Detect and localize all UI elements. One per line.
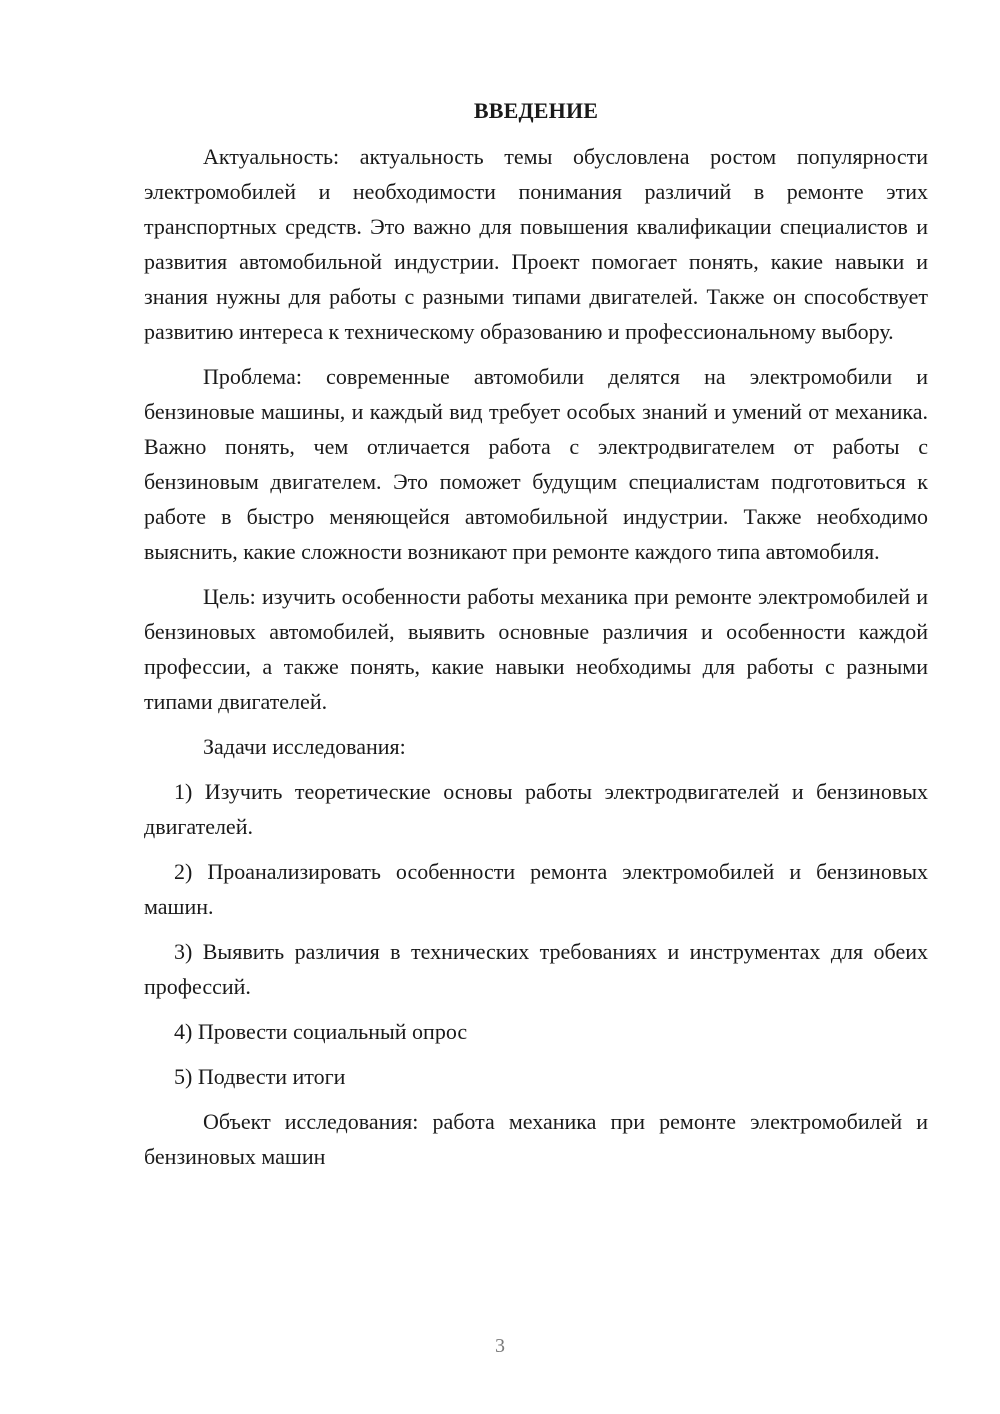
- tasks-heading: Задачи исследования:: [203, 734, 406, 759]
- task-item-2: 2) Проанализировать особенности ремонта электромобилей и бензиновых машин.: [144, 859, 928, 919]
- problem-paragraph: Проблема: современные автомобили делятся на электромобили и бензиновые машины, и каждый вид требует особых знаний и умений от механика. Важно понять, чем отличается работа с электродвигателем от работы с бензиновым двигателем. Это поможет будущим специалистам подготовиться к работе в быстро меняющейся автомобильной индустрии. Также необходимо выяснить, какие сложности возникают при ремонте каждого типа автомобиля.: [144, 364, 928, 564]
- task-item-5: 5) Подвести итоги: [174, 1064, 346, 1089]
- page-content: [144, 96, 928, 1184]
- object-paragraph: Объект исследования: работа механика при ремонте электромобилей и бензиновых машин: [144, 1109, 928, 1169]
- page-number: 3: [495, 1335, 505, 1357]
- task-item-4: 4) Провести социальный опрос: [174, 1019, 468, 1044]
- task-item-1: 1) Изучить теоретические основы работы электродвигателей и бензиновых двигателей.: [144, 779, 928, 839]
- goal-paragraph: Цель: изучить особенности работы механика при ремонте электромобилей и бензиновых автомобилей, выявить основные различия и особенности каждой профессии, а также понять, какие навыки необходимы для работы с разными типами двигателей.: [144, 584, 928, 714]
- relevance-paragraph: Актуальность: актуальность темы обусловлена ростом популярности электромобилей и необходимости понимания различий в ремонте этих транспортных средств. Это важно для повышения квалификации специалистов и развития автомобильной индустрии. Проект помогает понять, какие навыки и знания нужны для работы с разными типами двигателей. Также он способствует развитию интереса к техническому образованию и профессиональному выбору.: [144, 144, 928, 344]
- task-item-3: 3) Выявить различия в технических требованиях и инструментах для обеих профессий.: [144, 939, 928, 999]
- section-title: ВВЕДЕНИЕ: [473, 98, 599, 123]
